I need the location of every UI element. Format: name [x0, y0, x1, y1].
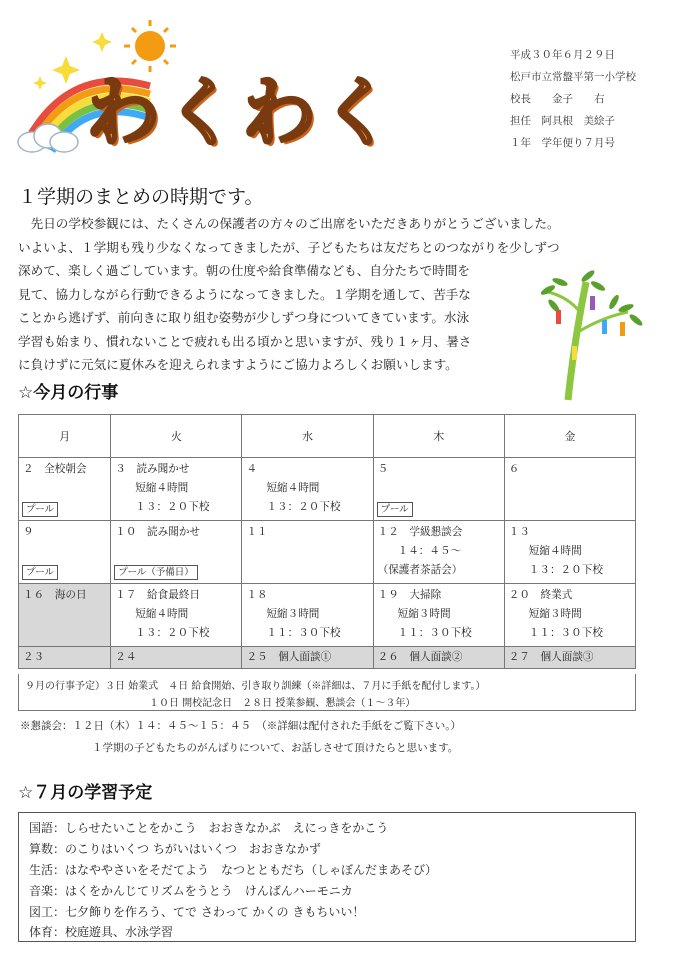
calendar-cell — [373, 647, 504, 669]
calendar-cell — [111, 647, 242, 669]
event-text: １１：３０下校 — [266, 627, 341, 639]
study-line: 体育：校庭遊具、水泳学習 — [29, 925, 174, 939]
calendar-cell — [373, 521, 504, 584]
issue-label: １年 学年便り７月号 — [510, 137, 615, 149]
event-text: 短縮４時間 — [266, 482, 320, 494]
event-text: １１ — [246, 526, 268, 538]
event-text: ２５ 個人面談① — [246, 651, 332, 663]
calendar-cell — [19, 647, 111, 669]
event-text: ２０ 終業式 — [508, 589, 573, 601]
event-text: １６ 海の日 — [23, 589, 87, 601]
calendar-cell — [242, 521, 373, 584]
event-text: １８ — [246, 589, 268, 601]
intro-line: 見て、協力しながら行動できるようになってきました。１学期を通して、苦手な — [18, 286, 471, 302]
event-text: １４：４５～ — [397, 545, 462, 557]
intro-line: 学習も始まり、慣れないことで疲れも出る頃かと思いますが、残り１ヶ月、暑さ — [18, 333, 472, 349]
study-line: 国語：しらせたいことをかこう おおきなかぶ えにっきをかこう — [29, 821, 389, 835]
issue-date: 平成３０年６月２９日 — [510, 49, 615, 61]
calendar-cell — [504, 647, 635, 669]
newsletter-title: わくわく — [86, 70, 398, 156]
study-line: 生活：はなややさいをそだてよう なつとともだち（しゃぼんだまあそび） — [29, 863, 438, 877]
calendar-week — [19, 647, 636, 669]
intro-line: ことから逃げず、前向きに取り組む姿勢が少しずつ身についてきています。水泳 — [18, 310, 470, 325]
event-text: １３：２０下校 — [266, 501, 341, 513]
pool-label: プール — [377, 502, 413, 517]
calendar-cell — [111, 584, 242, 647]
calendar-week — [19, 458, 636, 521]
event-text: １７ 給食最終日 — [115, 589, 201, 601]
bamboo-icon — [540, 269, 644, 400]
event-text: ２ 全校朝会 — [23, 463, 87, 475]
event-text: ２３ — [23, 651, 45, 663]
calendar-cell-holiday — [19, 584, 111, 647]
pool-label: プール — [22, 565, 58, 580]
event-text: ４ — [246, 463, 258, 475]
pool-label: プール — [22, 502, 58, 517]
event-text: ２７ 個人面談③ — [508, 651, 594, 663]
september-schedule — [18, 674, 636, 711]
event-text: （保護者茶話会） — [377, 564, 463, 576]
study-plan-box — [18, 812, 636, 942]
konwakai-note: ※懇談会：１２日（木）１４：４５～１５：４５ （※詳細は配付された手紙をご覧下さい。） — [20, 720, 461, 732]
calendar-week — [19, 584, 636, 647]
calendar-cell — [19, 521, 111, 584]
calendar-cell — [111, 521, 242, 584]
calendar-cell — [242, 458, 373, 521]
teacher-name: 担任 阿具根 美絵子 — [510, 115, 615, 127]
day-header: 木 — [373, 415, 504, 458]
calendar-cell — [373, 584, 504, 647]
konwakai-note-detail: １学期の子どもたちのがんばりについて、お話しさせて頂けたらと思います。 — [92, 742, 459, 754]
september-note: ９月の行事予定）３日 始業式 ４日 給食開始、引き取り訓練（※詳細は、７月に手紙を配付します。） — [25, 681, 486, 692]
event-text: １０ 読み聞かせ — [115, 526, 201, 538]
calendar-cell — [19, 458, 111, 521]
event-text: １１：３０下校 — [528, 627, 603, 639]
calendar-cell — [504, 584, 635, 647]
principal-name: 校長 金子 右 — [510, 93, 605, 105]
event-text: １９ 大掃除 — [377, 589, 442, 601]
intro-line: 先日の学校参観には、たくさんの保護者の方々のご出席をいただきありがとうございました。 — [18, 216, 560, 231]
intro-heading: １学期のまとめの時期です。 — [18, 186, 264, 208]
calendar-cell — [373, 458, 504, 521]
event-text: ２６ 個人面談② — [377, 651, 463, 663]
study-line: 音楽：はくをかんじてリズムをうとう けんばんハーモニカ — [29, 884, 353, 898]
study-heading: ☆７月の学習予定 — [18, 783, 153, 803]
event-text: 短縮４時間 — [135, 608, 189, 620]
study-line: 算数：のこりはいくつ ちがいはいくつ おおきなかず — [29, 842, 321, 856]
event-text: １３：２０下校 — [135, 627, 210, 639]
day-header: 金 — [504, 415, 635, 458]
event-text: ６ — [508, 463, 520, 475]
event-text: １３：２０下校 — [528, 564, 603, 576]
event-text: 短縮４時間 — [528, 545, 582, 557]
events-calendar — [18, 414, 636, 669]
event-text: ３ 読み聞かせ — [115, 463, 190, 475]
event-text: 短縮３時間 — [397, 608, 451, 620]
events-heading: ☆今月の行事 — [18, 383, 119, 403]
calendar-cell — [242, 647, 373, 669]
intro-line: に負けずに元気に夏休みを迎えられますようにご協力よろしくお願いします。 — [18, 357, 458, 372]
calendar-cell — [111, 458, 242, 521]
calendar-cell — [242, 584, 373, 647]
calendar-cell — [504, 458, 635, 521]
september-note: １０日 開校記念日 ２８日 授業参観、懇談会（１～３年） — [149, 698, 416, 709]
pool-label: プール（予備日） — [114, 565, 198, 580]
calendar-week — [19, 521, 636, 584]
event-text: 短縮３時間 — [528, 608, 582, 620]
school-name: 松戸市立常盤平第一小学校 — [510, 71, 636, 83]
day-header: 水 — [242, 415, 373, 458]
event-text: ９ — [23, 526, 34, 538]
study-line: 図工：七夕飾りを作ろう、てで さわって かくの きもちいい！ — [29, 905, 365, 919]
school-info — [510, 44, 636, 154]
event-text: ２４ — [115, 651, 137, 663]
intro-line: いよいよ、１学期も残り少なくなってきましたが、子どもたちは友だちとのつながりを少しずつ — [18, 239, 560, 255]
day-header: 火 — [111, 415, 242, 458]
event-text: 短縮３時間 — [266, 608, 320, 620]
calendar-cell — [504, 521, 635, 584]
day-header: 月 — [19, 415, 111, 458]
event-text: １３：２０下校 — [135, 501, 210, 513]
bamboo-illustration — [528, 262, 648, 402]
event-text: 短縮４時間 — [135, 482, 189, 494]
event-text: １３ — [508, 526, 530, 538]
event-text: １１：３０下校 — [397, 627, 472, 639]
event-text: １２ 学級懇談会 — [377, 526, 463, 538]
intro-line: 深めて、楽しく過ごしています。朝の仕度や給食準備なども、自分たちで時間を — [18, 263, 470, 278]
event-text: ５ — [377, 463, 389, 475]
